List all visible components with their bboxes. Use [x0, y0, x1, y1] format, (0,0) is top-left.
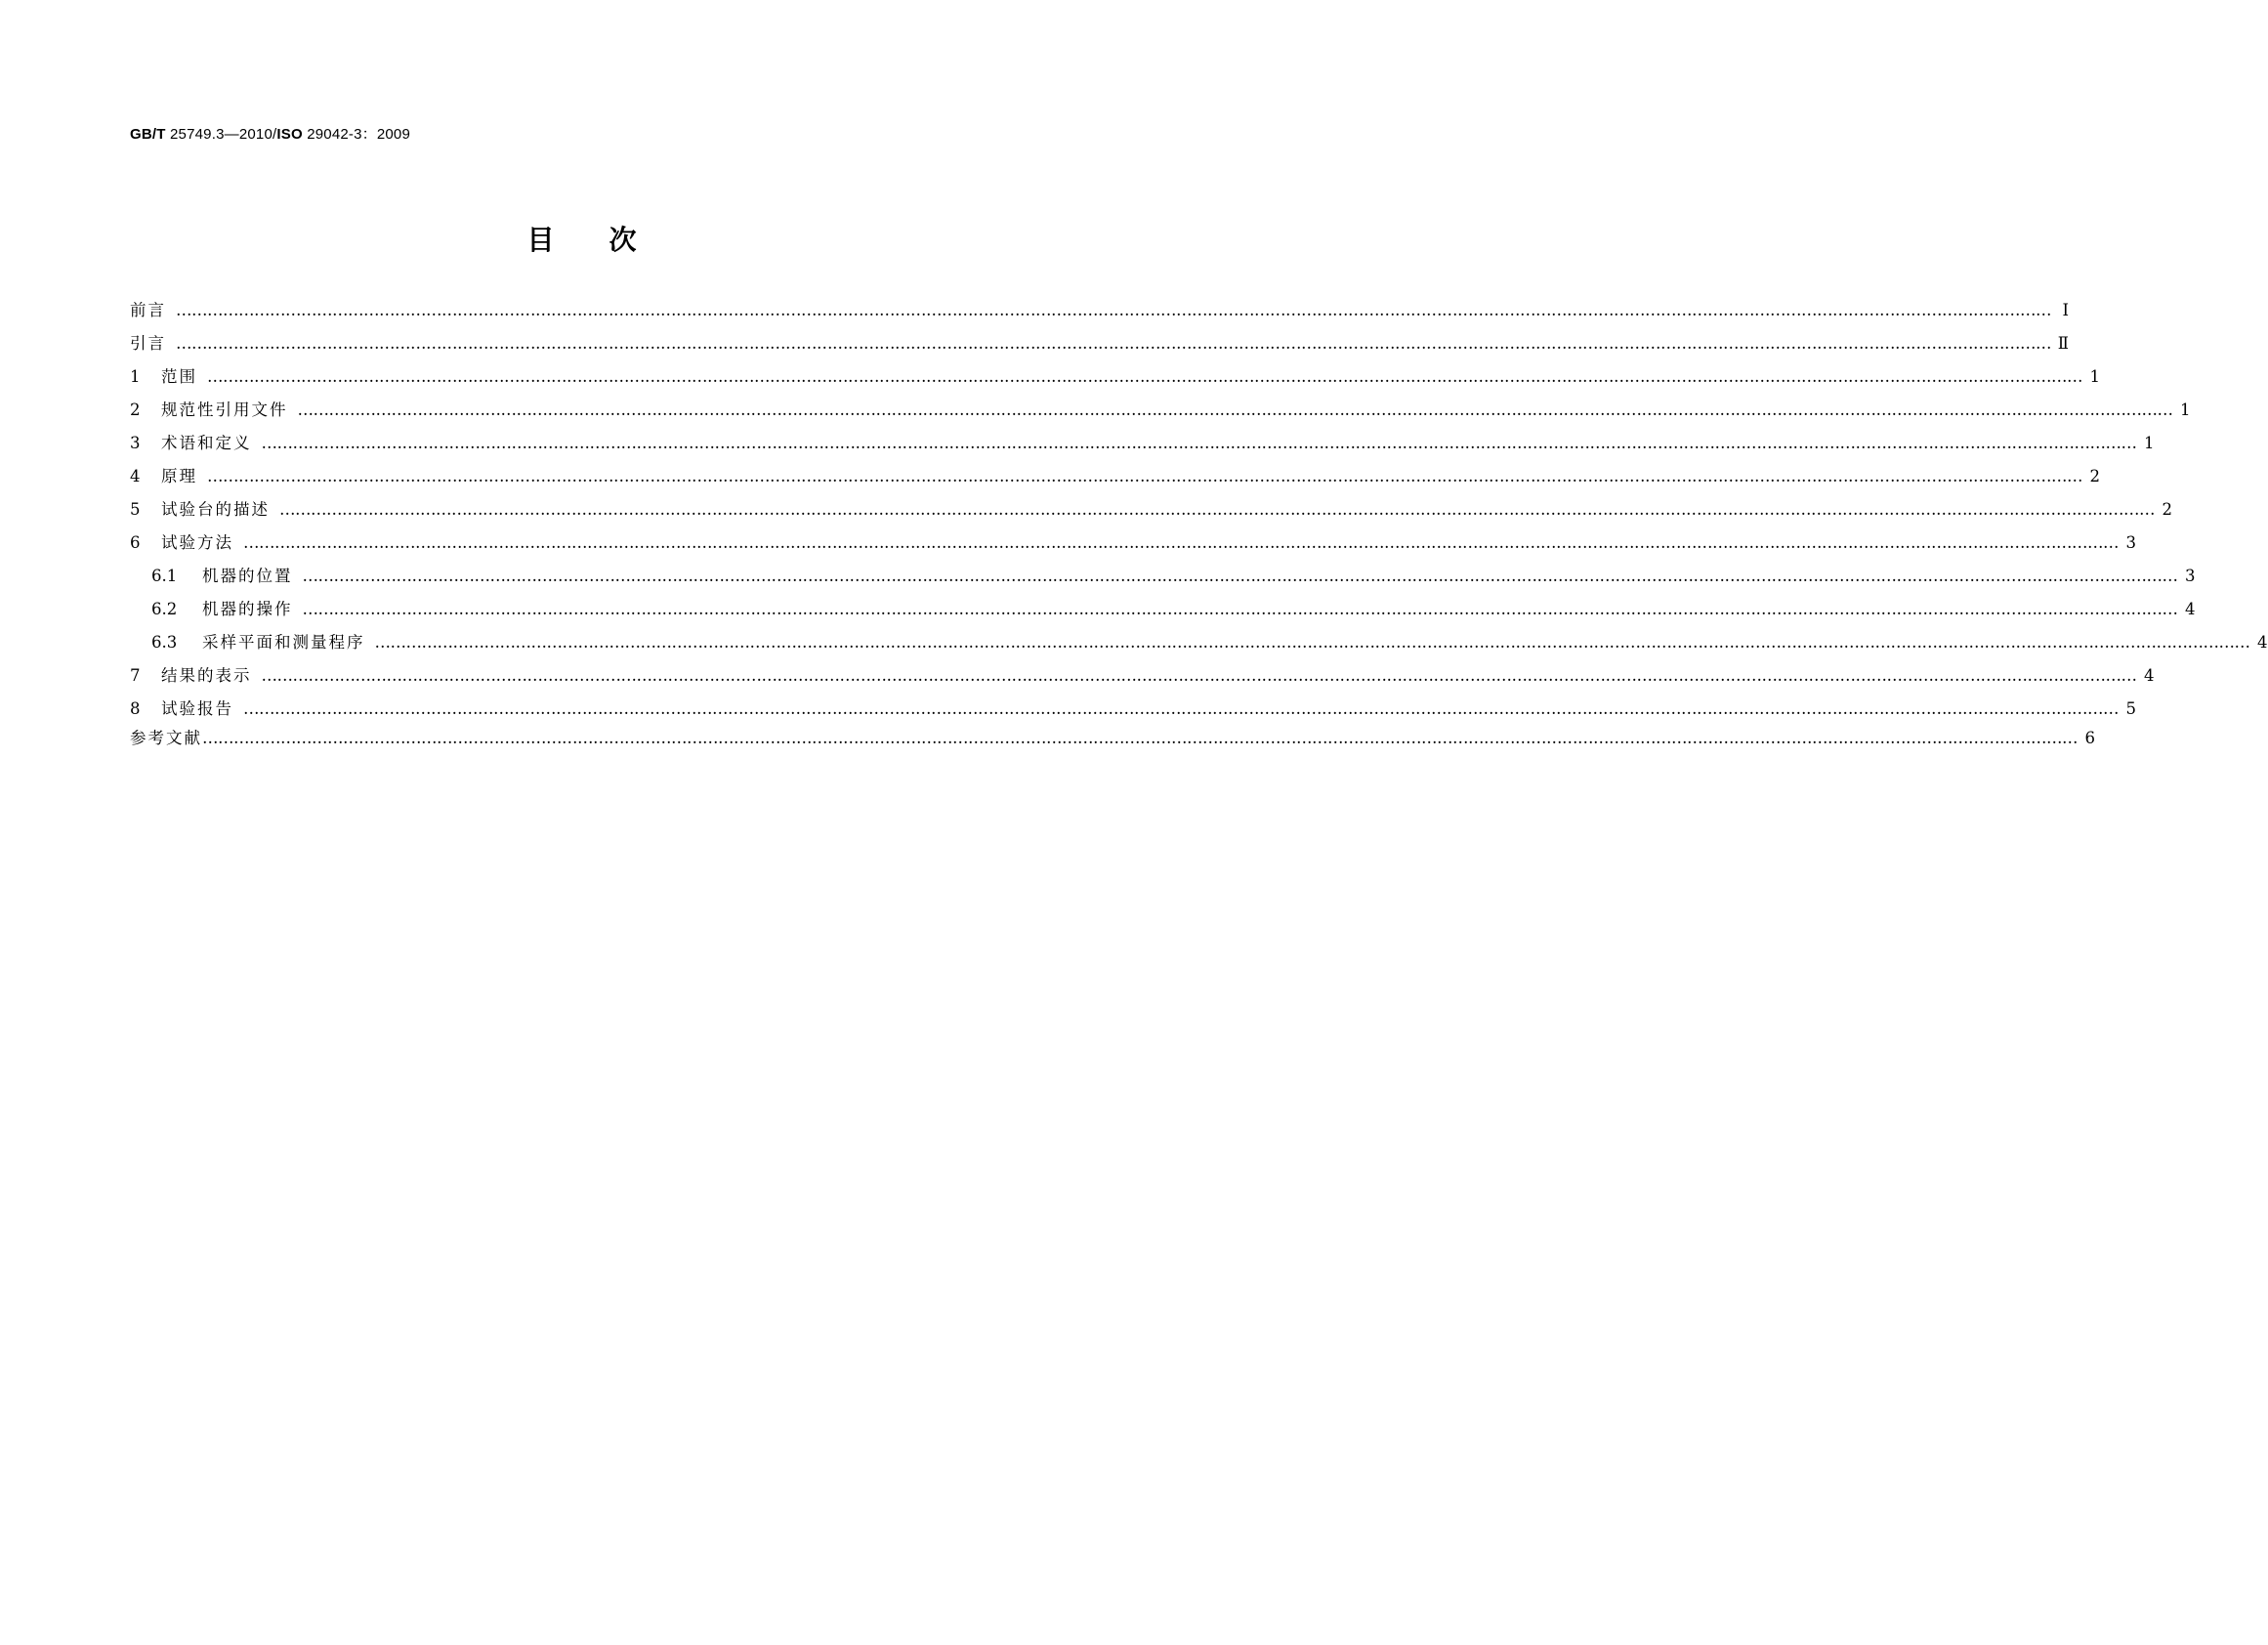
dot-leader: ……………………………………………………………………………………………………………………………………………………………………………………………………………………………………………………………………………………………………………………………… [207, 467, 2082, 485]
dot-leader: ……………………………………………………………………………………………………………………………………………………………………………………………………………………………………………………………………………………………………………………………… [176, 301, 2051, 319]
dot-leader: ……………………………………………………………………………………………………………………………………………………………………………………………………………………………………………………………………………………………………………………………… [261, 434, 2137, 452]
page-title: 目次 [526, 224, 692, 256]
iso-code: ISO [276, 126, 303, 143]
iso-number: 29042-3：2009 [302, 126, 411, 143]
dot-leader: ……………………………………………………………………………………………………………………………………………………………………………………………………………………………………………………………………………………………………………………………… [374, 633, 2250, 652]
toc-entry[interactable] [130, 663, 2155, 689]
toc-entry-page-number: 1 [2144, 434, 2155, 452]
dot-leader: ……………………………………………………………………………………………………………………………………………………………………………………………………………………………………………………………………………………………………………………………… [176, 334, 2051, 353]
toc-entry[interactable] [130, 364, 2100, 390]
toc-entry[interactable] [130, 497, 2172, 523]
dot-leader: ……………………………………………………………………………………………………………………………………………………………………………………………………………………………………………………………………………………………………………………………… [261, 666, 2137, 685]
toc-entry[interactable] [130, 464, 2100, 489]
toc-entry-label: 规范性引用文件 [161, 401, 288, 419]
toc-entry[interactable] [130, 431, 2155, 456]
toc-entry-number: 7 [130, 666, 141, 685]
toc-entry-page-number: 4 [2185, 600, 2196, 618]
toc-entry-label: 采样平面和测量程序 [202, 633, 365, 652]
dot-leader: ……………………………………………………………………………………………………………………………………………………………………………………………………………………………………………………………………………………………………………………………… [202, 729, 2078, 747]
toc-entry-label: 引言 [130, 334, 166, 353]
toc-entry-number: 3 [130, 434, 141, 452]
toc-entry[interactable] [130, 331, 2069, 357]
toc-entry-number: 6.3 [151, 633, 178, 652]
toc-entry-number: 8 [130, 699, 141, 718]
toc-entry-label: 试验报告 [161, 699, 233, 718]
toc-entry[interactable] [130, 696, 2136, 722]
toc-entry-label: 前言 [130, 301, 166, 319]
toc-entry-page-number: 2 [2162, 500, 2172, 519]
toc-entry-number: 4 [130, 467, 141, 485]
toc-entry[interactable] [151, 564, 2196, 589]
dot-leader: ……………………………………………………………………………………………………………………………………………………………………………………………………………………………………………………………………………………………………………………………… [297, 401, 2173, 419]
toc-entry[interactable] [151, 630, 2268, 655]
toc-entry[interactable] [130, 530, 2136, 556]
toc-entry-page-number: 1 [2180, 401, 2191, 419]
toc-entry-page-number: 1 [2089, 367, 2100, 386]
toc-entry-number: 6 [130, 533, 141, 552]
dot-leader: ……………………………………………………………………………………………………………………………………………………………………………………………………………………………………………………………………………………………………………………………… [302, 600, 2178, 618]
toc-entry-label: 范围 [161, 367, 197, 386]
toc-entry-number: 1 [130, 367, 141, 386]
standard-code: GB/T [130, 126, 166, 143]
standard-number: 25749.3—2010/ [165, 126, 277, 143]
toc-entry-page-number: 4 [2257, 633, 2268, 652]
toc-entry-page-number: 6 [2084, 729, 2095, 747]
dot-leader: ……………………………………………………………………………………………………………………………………………………………………………………………………………………………………………………………………………………………………………………………… [207, 367, 2082, 386]
toc-entry-label: 机器的位置 [202, 567, 293, 585]
toc-entry-label: 试验台的描述 [161, 500, 270, 519]
toc-entry-number: 5 [130, 500, 141, 519]
dot-leader: ……………………………………………………………………………………………………………………………………………………………………………………………………………………………………………………………………………………………………………………………… [243, 699, 2119, 718]
toc-entry-number: 2 [130, 401, 141, 419]
toc-entry-page-number: 5 [2125, 699, 2136, 718]
toc-entry-page-number: 3 [2185, 567, 2196, 585]
dot-leader: ……………………………………………………………………………………………………………………………………………………………………………………………………………………………………………………………………………………………………………………………… [243, 533, 2119, 552]
toc-entry-label: 原理 [161, 467, 197, 485]
toc-entry-page-number: Ⅰ [2062, 301, 2069, 319]
dot-leader: ……………………………………………………………………………………………………………………………………………………………………………………………………………………………………………………………………………………………………………………………… [279, 500, 2155, 519]
dot-leader: ……………………………………………………………………………………………………………………………………………………………………………………………………………………………………………………………………………………………………………………………… [302, 567, 2178, 585]
standard-designation [130, 123, 410, 144]
toc-entry-label: 术语和定义 [161, 434, 252, 452]
toc-entry-page-number: Ⅱ [2057, 334, 2069, 353]
toc-entry[interactable] [130, 726, 2095, 751]
toc-entry-number: 6.2 [151, 600, 178, 618]
toc-entry-label: 机器的操作 [202, 600, 293, 618]
toc-entry-page-number: 3 [2125, 533, 2136, 552]
toc-entry-label: 参考文献 [130, 729, 202, 747]
toc-entry-label: 结果的表示 [161, 666, 252, 685]
toc-entry-number: 6.1 [151, 567, 178, 585]
toc-entry[interactable] [151, 597, 2196, 622]
toc-entry-label: 试验方法 [161, 533, 233, 552]
toc-entry-page-number: 2 [2089, 467, 2100, 485]
toc-entry[interactable] [130, 298, 2069, 323]
toc-entry[interactable] [130, 398, 2191, 423]
toc-entry-page-number: 4 [2144, 666, 2155, 685]
